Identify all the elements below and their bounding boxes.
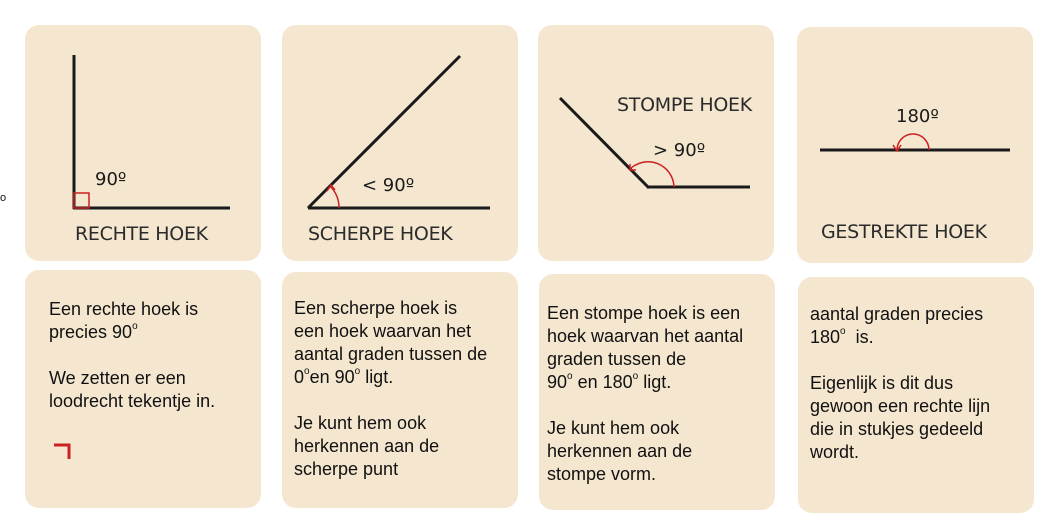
text-line: gewoon een rechte lijn bbox=[810, 396, 991, 416]
text-line: hoek waarvan het aantal bbox=[547, 326, 744, 346]
description-acute-angle bbox=[282, 272, 518, 508]
card-acute-angle bbox=[282, 25, 518, 261]
card-straight-angle bbox=[797, 27, 1033, 263]
text-line: scherpe punt bbox=[294, 459, 399, 479]
text-line: loodrecht tekentje in. bbox=[49, 391, 216, 411]
description-acute-angle-text bbox=[294, 297, 487, 481]
text-line: Je kunt hem ook bbox=[547, 418, 680, 438]
description-straight-angle-text bbox=[810, 303, 990, 464]
card-right-angle bbox=[25, 25, 261, 261]
acute-angle-title: SCHERPE HOEK bbox=[308, 223, 453, 245]
description-straight-angle bbox=[798, 277, 1034, 513]
text-line: 180$^o$ is. bbox=[810, 326, 874, 347]
text-line: stompe vorm. bbox=[547, 464, 657, 484]
text-line: wordt. bbox=[810, 442, 860, 462]
straight-angle-arc bbox=[897, 134, 929, 150]
straight-angle-title: GESTREKTE HOEK bbox=[821, 221, 987, 243]
text-line: aantal graden tussen de bbox=[294, 344, 488, 364]
text-line: graden tussen de bbox=[547, 349, 687, 369]
text-line: die in stukjes gedeeld bbox=[810, 419, 984, 439]
text-line: Eigenlijk is dit dus bbox=[810, 373, 954, 393]
text-line: herkennen aan de bbox=[547, 441, 693, 461]
text-line: 90$^o$ en 180$^o$ ligt. bbox=[547, 371, 672, 392]
text-line: Een rechte hoek is bbox=[49, 299, 199, 319]
text-line: Een stompe hoek is een bbox=[547, 303, 741, 323]
obtuse-angle-degree-label: > 90º bbox=[653, 140, 706, 161]
right-angle-degree-label: 90º bbox=[95, 169, 127, 190]
text-line: precies 90$^o$ bbox=[49, 321, 138, 342]
right-angle-title: RECHTE HOEK bbox=[75, 223, 208, 245]
obtuse-angle-title: STOMPE HOEK bbox=[617, 94, 752, 116]
perpendicular-mark-icon bbox=[25, 270, 261, 508]
description-right-angle bbox=[25, 270, 261, 508]
text-line: We zetten er een bbox=[49, 368, 186, 388]
right-angle-marker bbox=[74, 193, 89, 208]
text-line: Je kunt hem ook bbox=[294, 413, 427, 433]
description-obtuse-angle bbox=[539, 274, 775, 510]
description-obtuse-angle-text bbox=[547, 302, 743, 486]
text-line: 0$^o$en 90$^o$ ligt. bbox=[294, 366, 394, 387]
text-line: Een scherpe hoek is bbox=[294, 298, 458, 318]
text-line: herkennen aan de bbox=[294, 436, 440, 456]
card-obtuse-angle bbox=[538, 25, 774, 261]
text-line: aantal graden precies bbox=[810, 304, 984, 324]
stray-degree-mark: o bbox=[0, 192, 7, 204]
acute-angle-degree-label: < 90º bbox=[362, 175, 415, 196]
text-line: een hoek waarvan het bbox=[294, 321, 472, 341]
straight-angle-degree-label: 180º bbox=[896, 106, 939, 127]
